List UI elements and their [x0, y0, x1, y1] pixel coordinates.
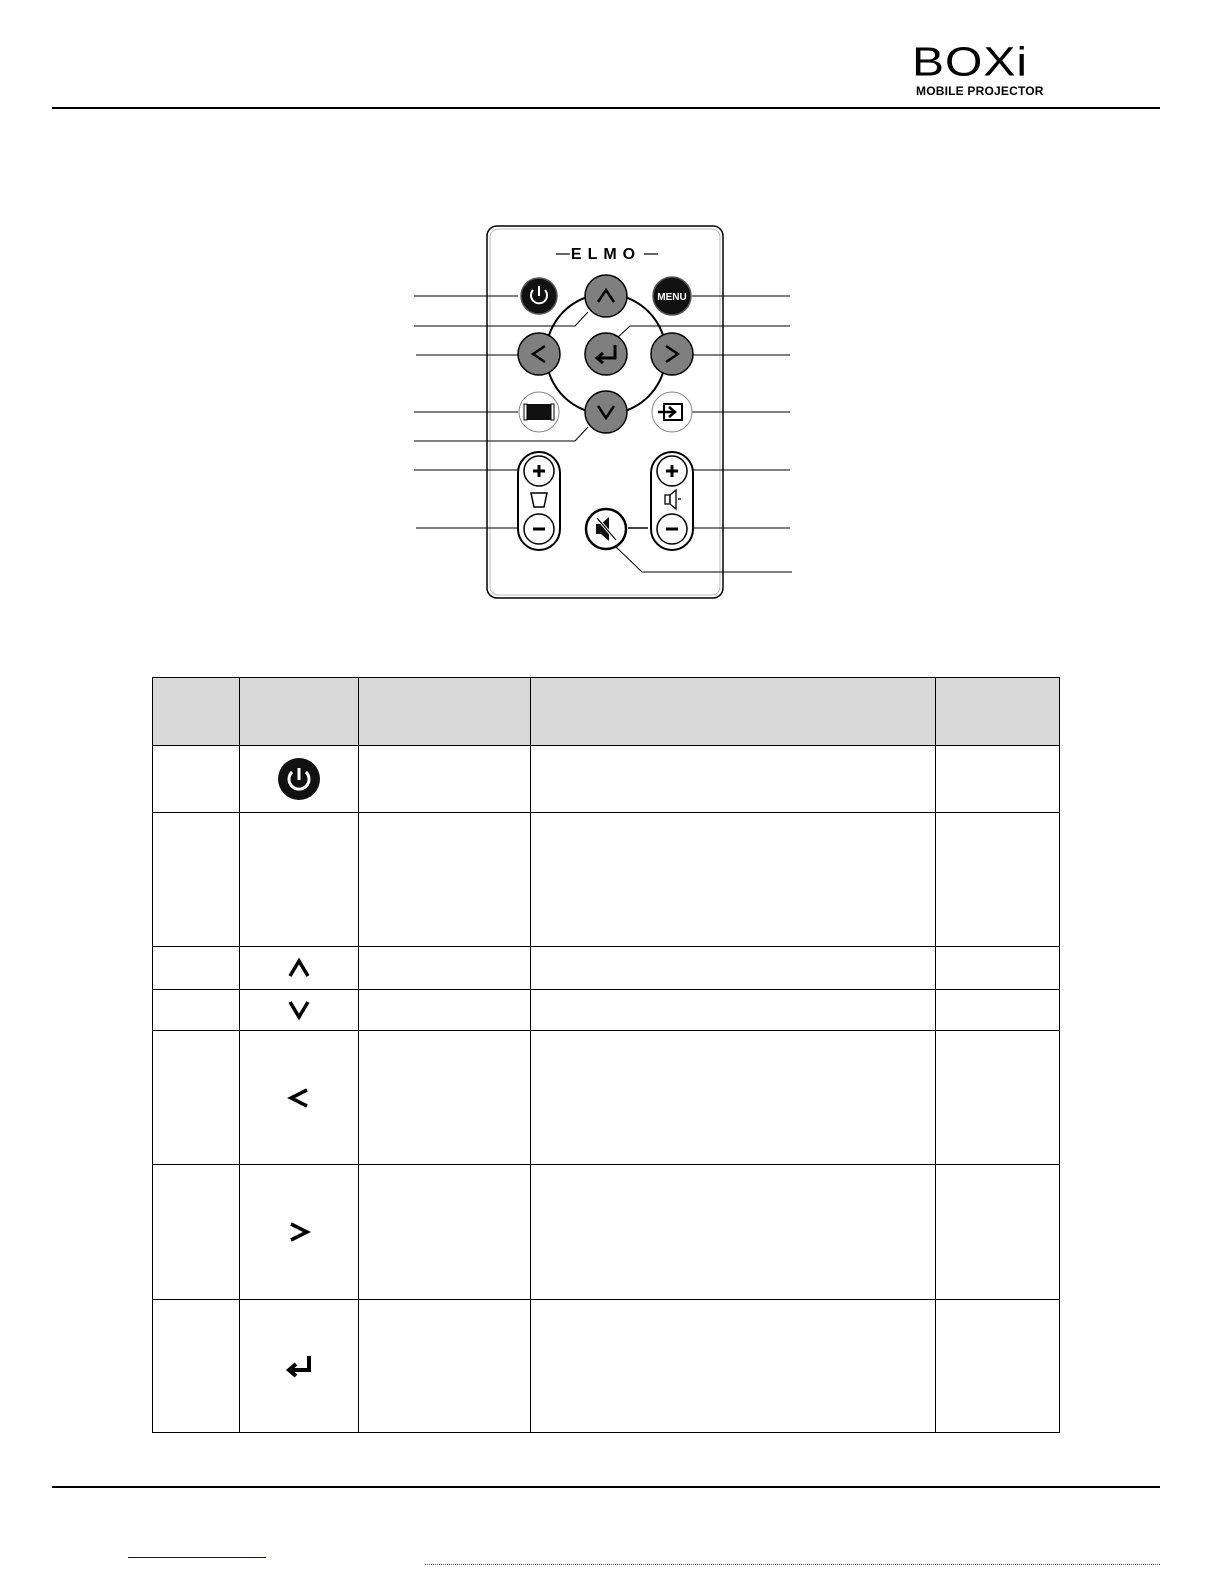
row-number	[153, 813, 240, 947]
header-no	[153, 678, 240, 746]
callout-mute	[616, 547, 792, 572]
row-number	[153, 1300, 240, 1433]
logo-wordmark: BOXi	[912, 39, 1029, 85]
remote-functions-table	[152, 677, 1060, 1433]
menu-icon	[653, 277, 691, 315]
brand-logo	[912, 39, 1072, 102]
row-description	[531, 990, 936, 1031]
up-arrow-icon	[585, 275, 627, 317]
row-name	[359, 947, 531, 990]
row-description	[531, 947, 936, 990]
volume-rocker	[651, 452, 693, 550]
row-icon	[240, 813, 359, 947]
row-page	[936, 813, 1060, 947]
row-icon	[240, 990, 359, 1031]
down-arrow-icon	[585, 391, 627, 433]
left-arrow-icon	[286, 1085, 312, 1111]
row-name	[359, 1165, 531, 1300]
right-arrow-icon	[651, 333, 693, 375]
row-icon	[240, 746, 359, 813]
row-number	[153, 1165, 240, 1300]
left-arrow-icon	[518, 333, 560, 375]
row-description	[531, 1300, 936, 1433]
row-icon	[240, 1031, 359, 1165]
table-header-row	[153, 678, 1060, 746]
footer-link-underline[interactable]	[128, 1557, 266, 1558]
remote-control-diagram	[410, 222, 800, 604]
footer-divider	[52, 1486, 1160, 1488]
header-name	[359, 678, 531, 746]
keystone-rocker	[518, 452, 560, 550]
row-number	[153, 1031, 240, 1165]
row-page	[936, 1300, 1060, 1433]
up-arrow-icon	[286, 956, 312, 980]
header-divider	[52, 107, 1160, 109]
row-page	[936, 1031, 1060, 1165]
power-icon	[277, 757, 321, 801]
remote-svg	[410, 222, 800, 604]
logo-tagline: MOBILE PROJECTOR	[916, 84, 1044, 98]
row-name	[359, 746, 531, 813]
aspect-icon	[519, 392, 559, 432]
row-name	[359, 1031, 531, 1165]
callout-enter	[616, 326, 790, 339]
table-row	[153, 746, 1060, 813]
table-row	[153, 990, 1060, 1031]
table-row	[153, 1300, 1060, 1433]
source-icon	[652, 392, 692, 432]
remote-brand-label: ELMO	[570, 246, 642, 263]
row-number	[153, 947, 240, 990]
header-description	[531, 678, 936, 746]
row-name	[359, 1300, 531, 1433]
footer-dotted-rule	[425, 1564, 1160, 1565]
header-page	[936, 678, 1060, 746]
row-icon	[240, 947, 359, 990]
table-row	[153, 1031, 1060, 1165]
row-description	[531, 1165, 936, 1300]
row-number	[153, 746, 240, 813]
table-row	[153, 813, 1060, 947]
right-arrow-icon	[286, 1219, 312, 1245]
table-row	[153, 947, 1060, 990]
row-icon	[240, 1300, 359, 1433]
row-number	[153, 990, 240, 1031]
enter-icon	[283, 1353, 315, 1379]
table-row	[153, 1165, 1060, 1300]
row-name	[359, 990, 531, 1031]
row-page	[936, 947, 1060, 990]
power-icon	[521, 278, 557, 314]
row-description	[531, 813, 936, 947]
row-description	[531, 746, 936, 813]
row-page	[936, 990, 1060, 1031]
row-page	[936, 1165, 1060, 1300]
down-arrow-icon	[286, 998, 312, 1022]
row-page	[936, 746, 1060, 813]
menu-button-label: MENU	[657, 292, 687, 303]
row-description	[531, 1031, 936, 1165]
row-name	[359, 813, 531, 947]
mute-icon	[586, 509, 648, 549]
enter-icon	[585, 333, 627, 375]
header-icon	[240, 678, 359, 746]
row-icon	[240, 1165, 359, 1300]
callout-down	[414, 427, 588, 441]
